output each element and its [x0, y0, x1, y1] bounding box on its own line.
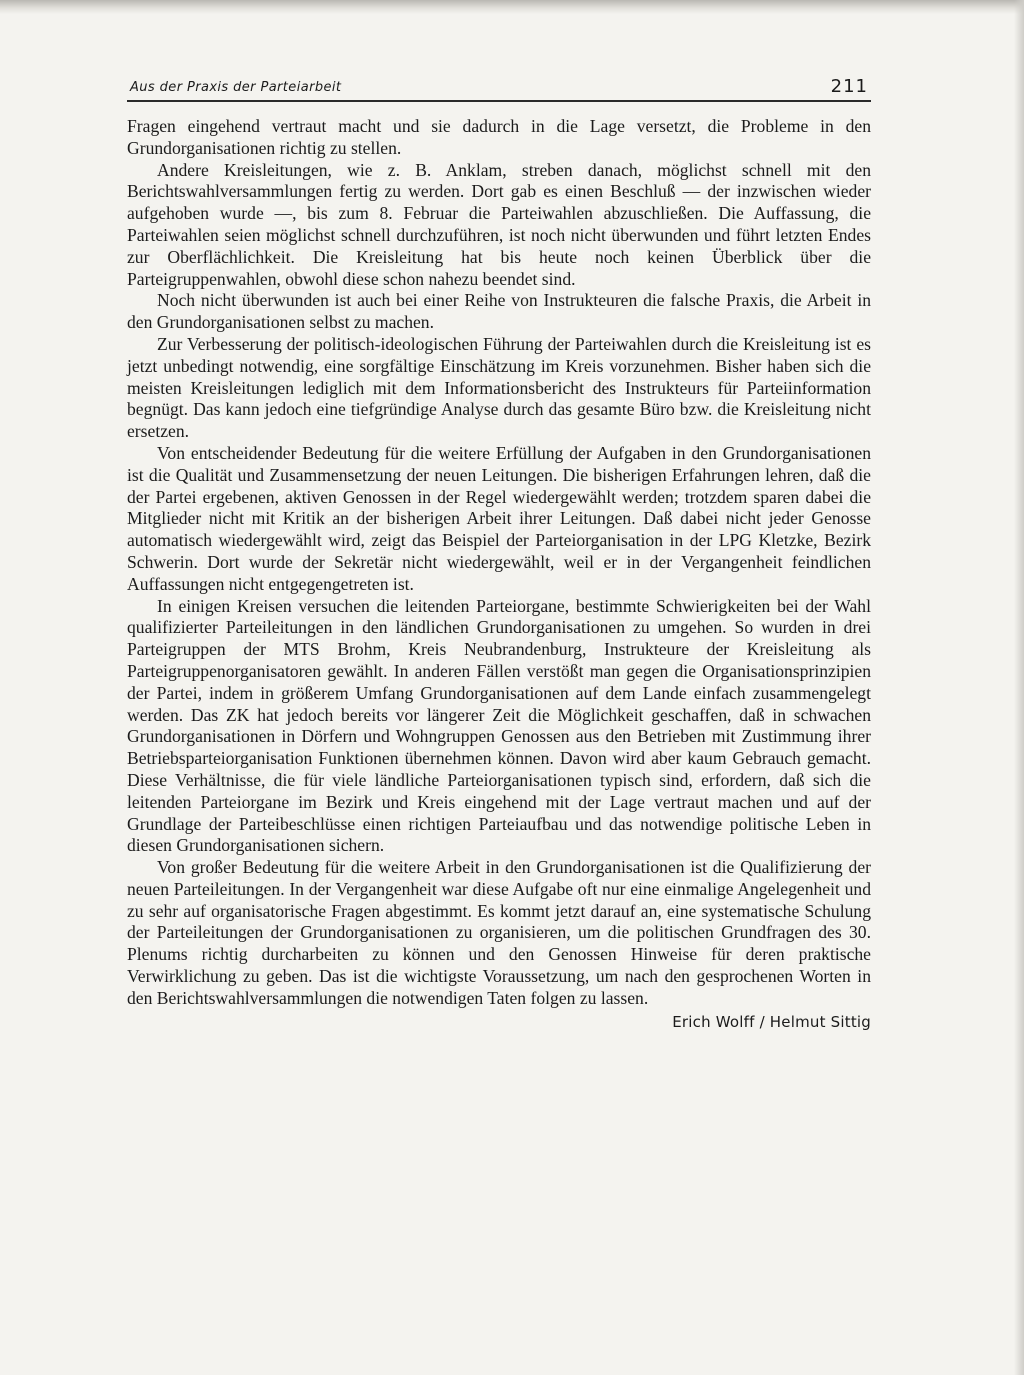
paragraph-6: In einigen Kreisen versuchen die leitenden Parteiorgane, bestimmte Schwierigkeiten bei der Wahl qualifizierter Parteileitungen in den ländlichen Grundorganisationen zu umgehen. So wurden in drei Parteigruppen der MTS Brohm, Kreis Neubrandenburg, Instrukteure der Kreisleitung als Parteigruppenorganisatoren gewählt. In anderen Fällen verstößt man gegen die Organisationsprinzipien der Partei, indem in größerem Umfang Grundorganisationen auf dem Lande einfach zusammengelegt werden. Das ZK hat jedoch bereits vor längerer Zeit die Möglichkeit geschaffen, daß in schwachen Grundorganisationen in Dörfern und Wohngruppen Genossen aus den Betrieben mit Zustimmung ihrer Betriebsparteiorganisation Funktionen übernehmen können. Davon wird aber kaum Gebrauch gemacht. Diese Verhältnisse, die für viele ländliche Parteiorganisationen typisch sind, erfordern, daß sich die leitenden Parteiorgane im Bezirk und Kreis eingehend mit der Lage vertraut machen und auf der Grundlage der Parteibeschlüsse einen richtigen Parteiaufbau und das notwendige politische Leben in diesen Grundorganisationen sichern.	[127, 595, 871, 856]
document-page	[127, 70, 871, 1033]
page-header	[127, 70, 871, 102]
paragraph-4: Zur Verbesserung der politisch-ideologischen Führung der Parteiwahlen durch die Kreisleitung ist es jetzt unbedingt notwendig, eine sorgfältige Einschätzung im Kreis vorzunehmen. Bisher haben sich die meisten Kreisleitungen lediglich mit dem Informationsbericht des Instrukteurs für Parteiinformation begnügt. Das kann jedoch eine tiefgründige Analyse durch das gesamte Büro bzw. die Kreisleitung nicht ersetzen.	[127, 333, 871, 442]
running-head: Aus der Praxis der Parteiarbeit	[130, 80, 342, 95]
article-body	[127, 116, 871, 1033]
final-paragraph-block	[127, 857, 871, 1033]
paragraph-5: Von entscheidender Bedeutung für die weitere Erfüllung der Aufgaben in den Grundorganisationen ist die Qualität und Zusammensetzung der neuen Leitungen. Die bisherigen Erfahrungen lehren, daß die der Partei ergebenen, aktiven Genossen in der Regel wiedergewählt werden; trotzdem sparen dabei die Mitglieder nicht mit Kritik an der bisherigen Arbeit ihrer Leitungen. Daß dabei nicht jeder Genosse automatisch wiedergewählt wird, zeigt das Beispiel der Parteiorganisation in der LPG Kletzke, Bezirk Schwerin. Dort wurde der Sekretär nicht wiedergewählt, weil er in der Vergangenheit feindlichen Auffassungen nicht entgegengetreten ist.	[127, 442, 871, 594]
page-number: 211	[830, 76, 868, 97]
paragraph-2: Andere Kreisleitungen, wie z. B. Anklam, streben danach, möglichst schnell mit den Berichtswahlversammlungen fertig zu werden. Dort gab es einen Beschluß — der inzwischen wieder aufgehoben wurde —, bis zum 8. Februar die Parteiwahlen abzuschließen. Die Auffassung, die Parteiwahlen seien möglichst schnell durchzuführen, ist noch nicht überwunden und führt letzten Endes zur Oberflächlichkeit. Die Kreisleitung hat bis heute noch keinen Überblick über die Parteigruppenwahlen, obwohl diese schon nahezu beendet sind.	[127, 159, 871, 289]
author-signature: Erich Wolff / Helmut Sittig	[672, 1012, 871, 1031]
scan-edge-top	[0, 0, 1024, 14]
paragraph-1: Fragen eingehend vertraut macht und sie dadurch in die Lage versetzt, die Probleme in den Grundorganisationen richtig zu stellen.	[127, 116, 871, 158]
paragraph-3: Noch nicht überwunden ist auch bei einer Reihe von Instrukteuren die falsche Praxis, die Arbeit in den Grundorganisationen selbst zu machen.	[127, 290, 871, 333]
scan-edge-right	[1014, 0, 1024, 1375]
paragraph-7: Von großer Bedeutung für die weitere Arbeit in den Grundorganisationen ist die Qualifizierung der neuen Parteileitungen. In der Vergangenheit war diese Aufgabe oft nur eine einmalige Angelegenheit und zu sehr auf organisatorische Fragen abgestimmt. Es kommt jetzt darauf an, eine systematische Schulung der Parteileitungen der Grundorganisationen zu organisieren, um die politischen Grundfragen des 30. Plenums richtig durcharbeiten zu können und den Genossen Hinweise für deren praktische Verwirklichung zu geben. Das ist die wichtigste Voraussetzung, um nach den gesprochenen Worten in den Berichtswahlversammlungen die notwendigen Taten folgen zu lassen.	[127, 857, 871, 1008]
